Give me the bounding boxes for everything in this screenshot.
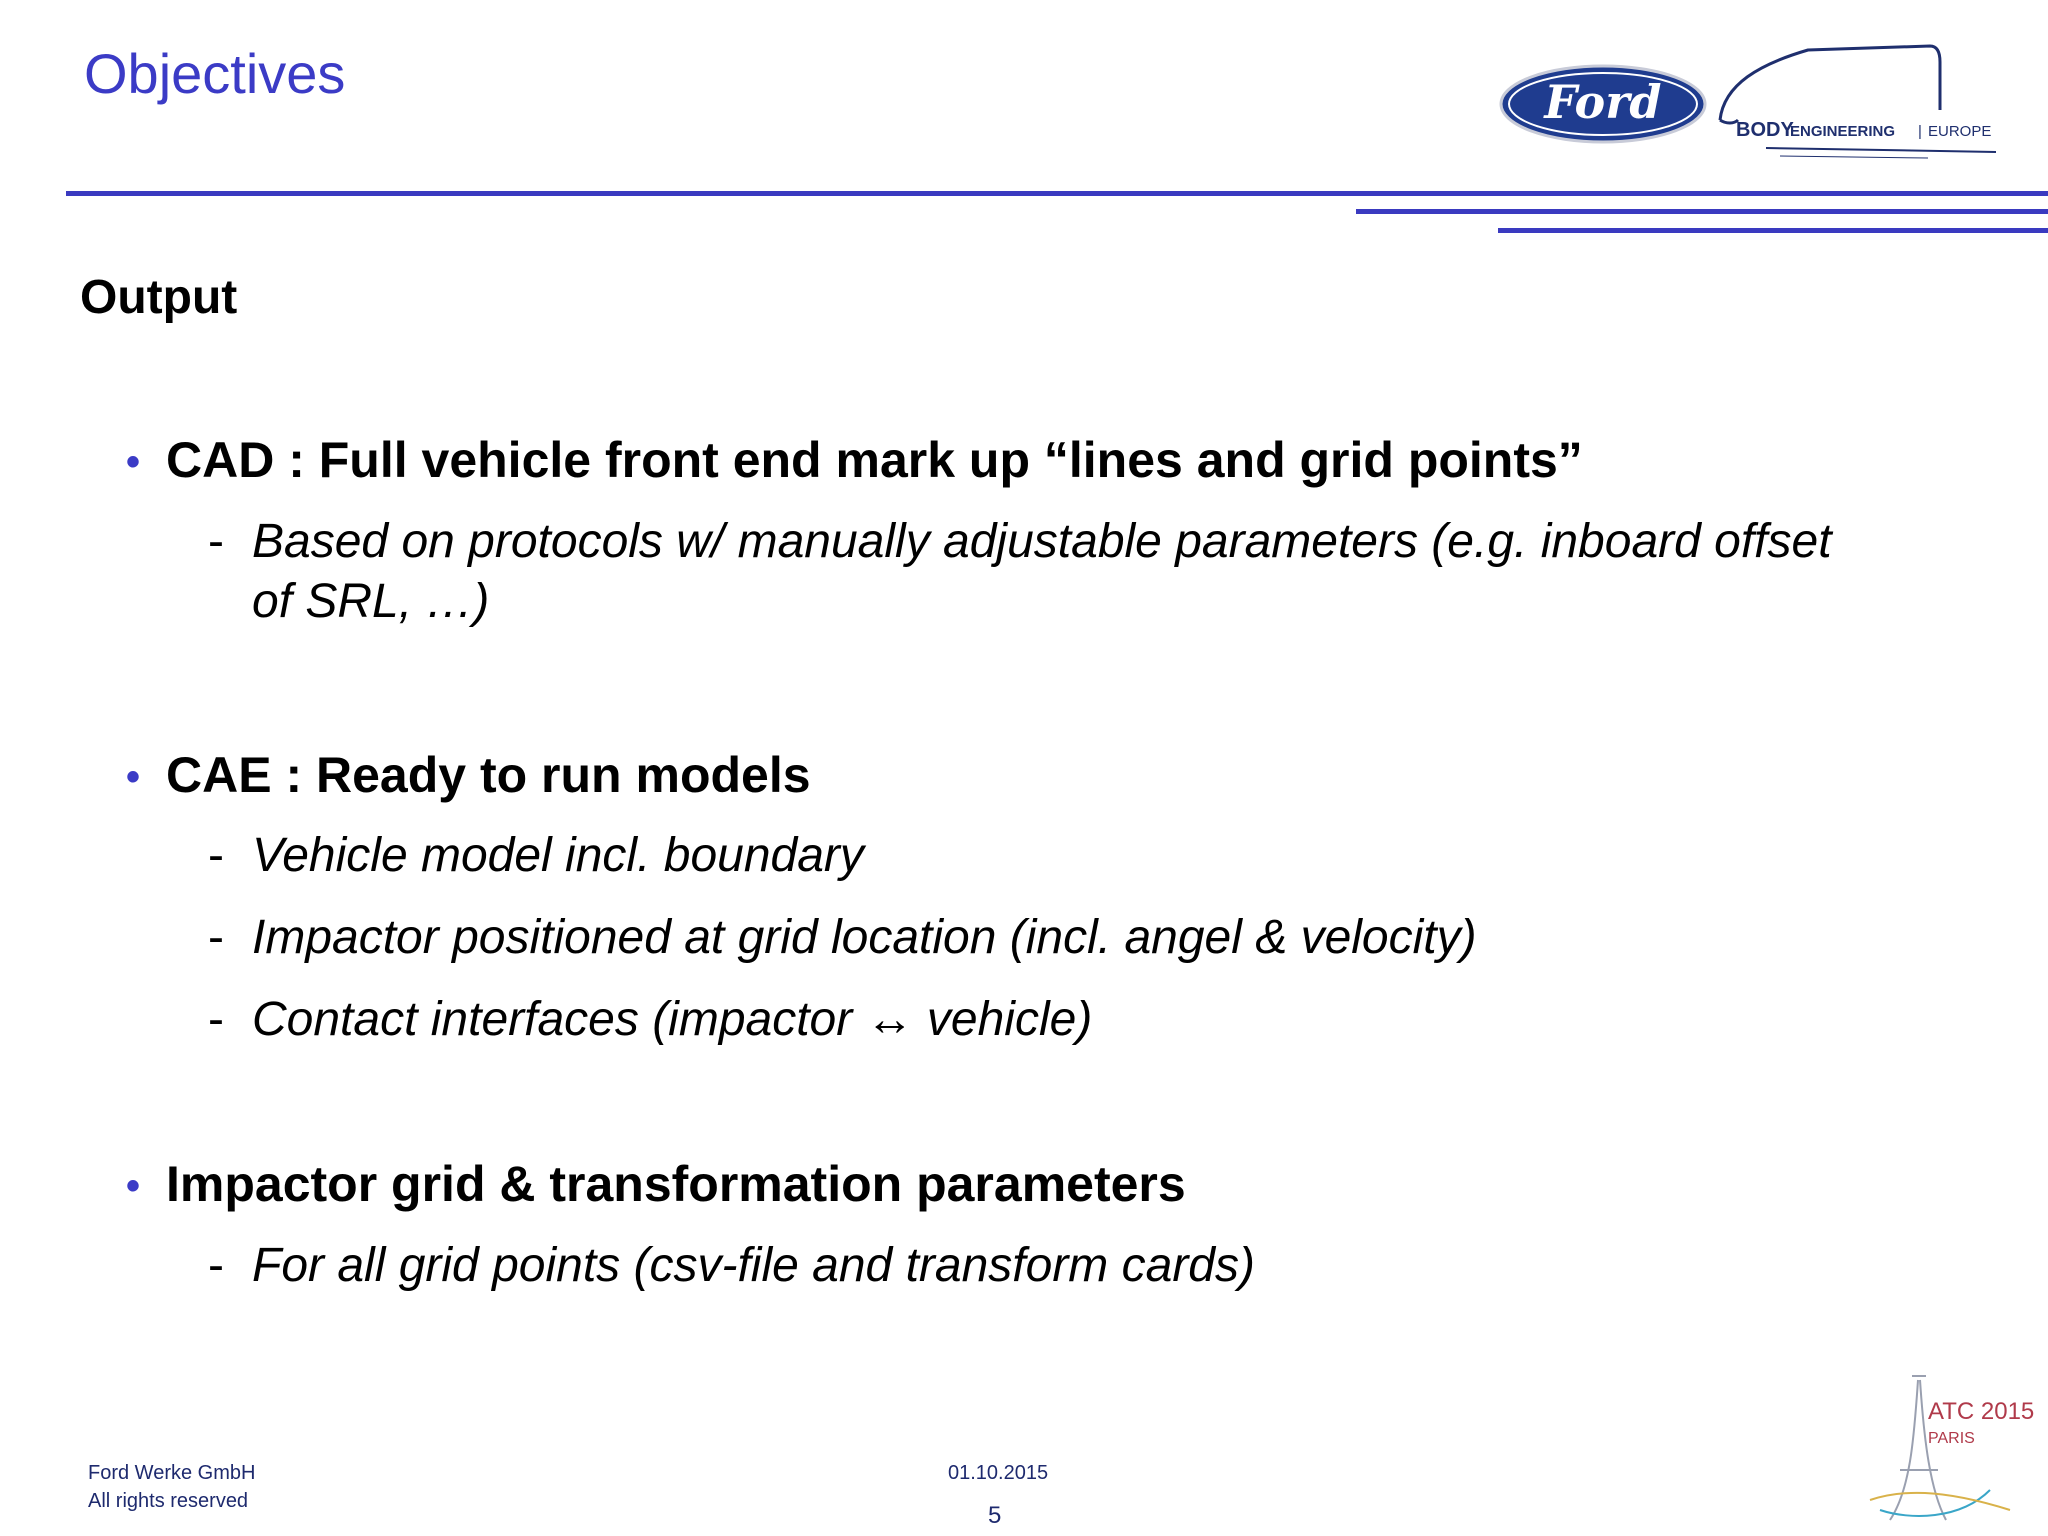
footer-rights: All rights reserved xyxy=(88,1490,249,1512)
header-rule-mid xyxy=(1356,209,2048,214)
sub-item: - Contact interfaces (impactor ↔ vehicle) xyxy=(208,990,1092,1050)
bullet-item xyxy=(126,430,1583,492)
sub-item-text: For all grid points (csv-file and transform cards) xyxy=(252,1239,1255,1292)
bullet-label: Impactor grid & transformation parameters xyxy=(166,1156,1186,1212)
sub-item: - For all grid points (csv-file and transform cards) xyxy=(208,1236,1255,1296)
header-rule-short xyxy=(1498,228,2048,233)
body-engineering-text: BODY xyxy=(1736,119,1794,141)
bullet-dot-icon: • xyxy=(126,1164,141,1208)
sub-item-text: Impactor positioned at grid location (incl. angel & velocity) xyxy=(252,911,1477,964)
bullet-dot-icon: • xyxy=(126,440,141,484)
engineering-text: ENGINEERING xyxy=(1790,123,1896,140)
page-number: 5 xyxy=(988,1502,1002,1529)
header-logos xyxy=(1498,40,2018,170)
footer-date: 01.10.2015 xyxy=(948,1462,1049,1484)
bullet-dot-icon: • xyxy=(126,755,141,799)
footer-company xyxy=(88,1459,255,1515)
sub-item-text: Vehicle model incl. boundary xyxy=(252,829,864,882)
eiffel-tower-icon xyxy=(1860,1370,2020,1530)
bullet-item xyxy=(126,1154,1186,1216)
header-rule-main xyxy=(66,191,2048,196)
atc-city: PARIS xyxy=(1928,1430,1975,1447)
section-heading: Output xyxy=(80,271,238,324)
svg-text:|: | xyxy=(1918,123,1922,140)
sub-item: - Vehicle model incl. boundary xyxy=(208,826,864,886)
footer-company-name: Ford Werke GmbH xyxy=(88,1462,256,1484)
bullet-label: CAD : Full vehicle front end mark up “lines and grid points” xyxy=(166,432,1583,488)
europe-text: EUROPE xyxy=(1928,123,1992,140)
car-outline-icon xyxy=(1720,46,1940,120)
sub-item-text: Contact interfaces (impactor ↔ vehicle) xyxy=(252,993,1093,1046)
bullet-label: CAE : Ready to run models xyxy=(166,747,811,803)
atc-title: ATC 2015 xyxy=(1928,1398,2035,1425)
ford-logo xyxy=(1498,40,2018,170)
slide-title: Objectives xyxy=(84,42,346,105)
sub-item: - Based on protocols w/ manually adjustable parameters (e.g. inboard offset of SRL, …) xyxy=(208,512,1868,632)
bullet-item xyxy=(126,745,811,807)
sub-item: - Impactor positioned at grid location (incl. angel & velocity) xyxy=(208,908,1477,968)
ford-logo-text: Ford xyxy=(1544,75,1662,129)
sub-item-text: Based on protocols w/ manually adjustable parameters (e.g. inboard offset of SRL, …) xyxy=(252,515,1832,628)
